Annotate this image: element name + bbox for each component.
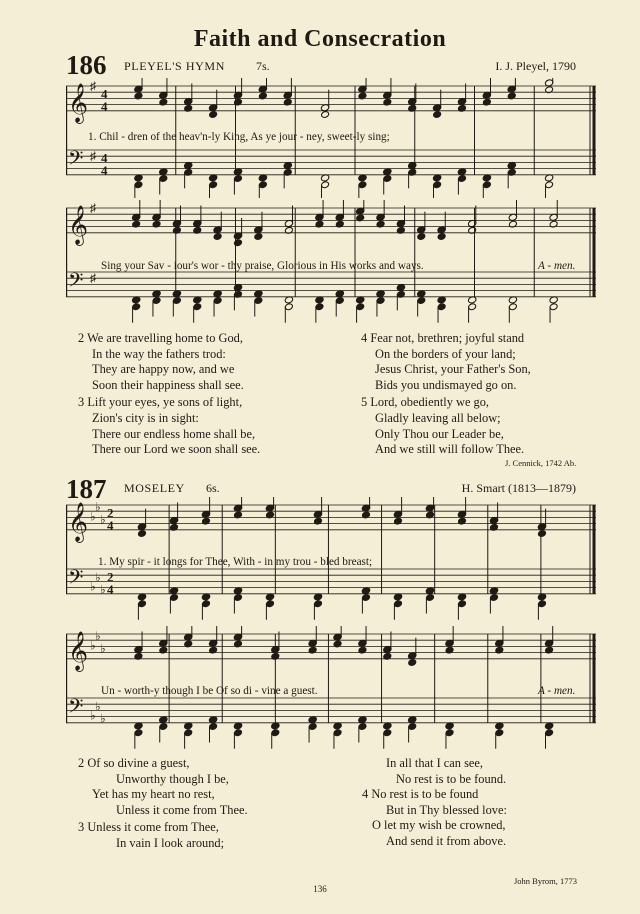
lyric-line: Sing your Sav - iour's wor - thy praise, Glorious in His works and ways. <box>101 260 424 272</box>
bass-clef: 𝄢 <box>68 268 84 297</box>
meter: 7s. <box>256 59 270 73</box>
key-signature: ♭ <box>90 579 96 594</box>
stanza-block-left: 2 Of so divine a guest, Unworthy though I be, Yet has my heart no rest, Unless it come from Thee. 3 Unless it come from Thee, In vain I look around; <box>78 756 248 850</box>
treble-clef: 𝄞 <box>68 501 89 542</box>
time-signature: 2 <box>107 505 114 521</box>
key-signature: ♭ <box>100 582 106 597</box>
lyric-line: Un - worth-y though I be Of so di - vine a guest. <box>101 685 318 697</box>
treble-clef: 𝄞 <box>68 82 89 123</box>
amen-text: A - men. <box>538 685 576 697</box>
note-head <box>408 659 417 667</box>
treble-clef: 𝄞 <box>68 204 89 245</box>
key-signature: ♯ <box>90 271 96 286</box>
tune-name: MOSELEY <box>124 481 185 495</box>
stanza-number: 4 <box>362 787 369 802</box>
bass-clef: 𝄢 <box>68 146 84 175</box>
stanza-number: 4 <box>361 331 368 345</box>
key-signature: ♯ <box>90 79 96 93</box>
amen-text: A - men. <box>538 260 576 272</box>
composer: I. J. Pleyel, 1790 <box>495 59 576 73</box>
tune-name: PLEYEL'S HYMN <box>124 59 225 73</box>
key-signature: ♭ <box>90 638 96 653</box>
bass-clef: 𝄢 <box>68 565 84 594</box>
note-head <box>234 239 243 247</box>
stanza-block-left: 2 We are travelling home to God, In the way the fathers trod: They are happy now, and we Soon their happiness shall see. 3 Lift your eyes, ye sons of light, Zion's city is in sight: There our endless home shall be, There our Lord we soon shall see. <box>78 331 261 457</box>
key-signature: ♭ <box>100 512 106 527</box>
section-title: Faith and Consecration <box>193 26 447 52</box>
note-head <box>538 530 547 538</box>
text-credit: John Byrom, 1773 <box>514 876 578 886</box>
meter: 6s. <box>206 481 220 495</box>
stanza-number: 2 <box>78 331 85 345</box>
key-signature: ♭ <box>100 711 106 726</box>
treble-clef: 𝄞 <box>68 630 89 671</box>
text-credit: J. Cennick, 1742 Ab. <box>505 458 577 468</box>
hymn-number: 187 <box>66 474 107 504</box>
note-head <box>138 530 147 538</box>
time-signature: 4 <box>107 517 114 533</box>
key-signature: ♭ <box>95 570 101 585</box>
note-head <box>433 111 442 119</box>
page-number: 136 <box>313 884 327 894</box>
note-head <box>254 233 263 241</box>
key-signature: ♭ <box>90 708 96 723</box>
note-head <box>209 111 218 119</box>
note-head <box>437 233 446 241</box>
time-signature: 4 <box>101 150 108 166</box>
hymn-number: 186 <box>66 50 107 80</box>
key-signature: ♭ <box>100 641 106 656</box>
composer: H. Smart (1813—1879) <box>461 481 576 495</box>
stanza-block-right: 4 Fear not, brethren; joyful stand On the borders of your land; Jesus Christ, your Father's Son, Bids you undismayed go on. 5 Lord, obediently we go, Gladly leaving all below; Only Thou our Leader be, And we still will follow Thee. <box>361 331 531 457</box>
key-signature: ♭ <box>95 500 101 515</box>
note-head <box>417 233 426 241</box>
lyric-line: 1. Chil - dren of the heav'n-ly King, As ye jour - ney, sweet-ly sing; <box>88 131 390 143</box>
stanza-number: 3 <box>78 395 85 410</box>
key-signature: ♯ <box>90 149 96 164</box>
stanza-block-right: In all that I can see, No rest is to be found. 4 No rest is to be found But in Thy blessed love: O let my wish be crowned, And send it from above. <box>362 756 507 848</box>
time-signature: 4 <box>101 98 108 114</box>
time-signature: 2 <box>107 569 114 585</box>
note-head <box>213 233 222 241</box>
time-signature: 4 <box>101 86 108 102</box>
lyric-line: 1. My spir - it longs for Thee, With - in my trou - bled breast; <box>98 556 373 568</box>
stanza-number: 2 <box>78 756 85 770</box>
note-head <box>321 111 330 119</box>
key-signature: ♭ <box>90 509 96 524</box>
key-signature: ♭ <box>95 699 101 714</box>
stanza-number: 5 <box>361 395 368 410</box>
key-signature: ♯ <box>90 201 96 215</box>
bass-clef: 𝄢 <box>68 694 84 723</box>
stanza-number: 3 <box>78 820 85 835</box>
time-signature: 4 <box>107 581 114 597</box>
time-signature: 4 <box>101 162 108 178</box>
key-signature: ♭ <box>95 629 101 644</box>
